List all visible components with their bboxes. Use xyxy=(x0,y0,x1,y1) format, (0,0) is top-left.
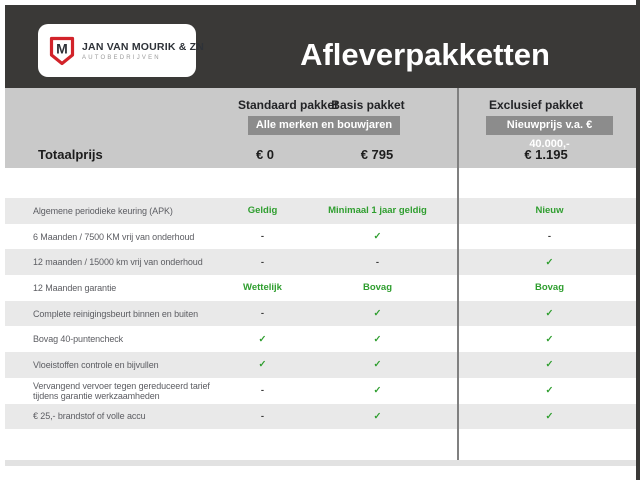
cell-basis: ✓ xyxy=(373,231,382,243)
dealer-subtitle: AUTOBEDRIJVEN xyxy=(82,54,161,61)
dealer-logo xyxy=(38,24,205,77)
logo-monogram: M xyxy=(56,40,68,56)
cell-standaard: Wettelijk xyxy=(243,282,282,294)
table-row xyxy=(5,352,636,378)
cell-exclusief: ✓ xyxy=(545,256,554,268)
logo-text xyxy=(82,41,204,61)
feature-label: Vloeistoffen controle en bijvullen xyxy=(33,359,159,370)
cell-standaard: - xyxy=(260,231,265,243)
page-title: Afleverpakketten xyxy=(300,37,550,72)
cell-standaard: - xyxy=(260,256,265,268)
totals-label: Totaalprijs xyxy=(38,147,103,162)
right-edge-strip xyxy=(636,0,640,480)
table-row xyxy=(5,224,636,250)
table-row xyxy=(5,275,636,301)
feature-label: Bovag 40-puntencheck xyxy=(33,334,124,345)
feature-label: Algemene periodieke keuring (APK) xyxy=(33,205,173,216)
cell-basis: ✓ xyxy=(373,308,382,320)
cell-standaard: - xyxy=(260,385,265,397)
shield-m-icon xyxy=(49,36,75,66)
badge-alle-merken: Alle merken en bouwjaren xyxy=(248,116,400,135)
cell-standaard: ✓ xyxy=(258,333,267,345)
cell-exclusief: ✓ xyxy=(545,308,554,320)
column-header-basis: Basis pakket xyxy=(331,98,405,112)
cell-basis: - xyxy=(375,256,380,268)
total-price-exclusief: € 1.195 xyxy=(524,147,568,162)
package-header-band xyxy=(5,88,636,168)
cell-basis: Bovag xyxy=(362,282,393,294)
feature-table xyxy=(5,198,636,429)
cell-basis: ✓ xyxy=(373,410,382,422)
cell-exclusief: - xyxy=(547,231,552,243)
table-row xyxy=(5,249,636,275)
table-row xyxy=(5,404,636,430)
header-bar xyxy=(5,5,636,88)
total-price-standaard: € 0 xyxy=(255,147,275,162)
cell-exclusief: ✓ xyxy=(545,359,554,371)
cell-exclusief: ✓ xyxy=(545,333,554,345)
feature-label: 6 Maanden / 7500 KM vrij van onderhoud xyxy=(33,231,195,242)
cell-basis: ✓ xyxy=(373,385,382,397)
feature-label: 12 maanden / 15000 km vrij van onderhoud xyxy=(33,257,203,268)
feature-label: Vervangend vervoer tegen gereduceerd tarief tijdens garantie werkzaamheden xyxy=(33,380,210,401)
feature-label: 12 Maanden garantie xyxy=(33,282,117,293)
feature-label: Complete reinigingsbeurt binnen en buiten xyxy=(33,308,199,319)
cell-standaard: Geldig xyxy=(247,205,278,217)
column-header-exclusief: Exclusief pakket xyxy=(488,98,584,112)
cell-exclusief: Nieuw xyxy=(535,205,564,217)
bottom-bar xyxy=(5,460,636,466)
cell-exclusief: ✓ xyxy=(545,385,554,397)
cell-exclusief: ✓ xyxy=(545,410,554,422)
table-row xyxy=(5,326,636,352)
feature-label: € 25,- brandstof of volle accu xyxy=(33,411,146,422)
total-price-basis: € 795 xyxy=(360,147,394,162)
column-divider-line xyxy=(457,88,459,460)
cell-standaard: ✓ xyxy=(258,359,267,371)
cell-exclusief: Bovag xyxy=(534,282,565,294)
table-row xyxy=(5,198,636,224)
column-header-standaard: Standaard pakket xyxy=(237,98,339,112)
cell-standaard: - xyxy=(260,410,265,422)
badge-nieuwprijs: Nieuwprijs v.a. € 40.000,- xyxy=(486,116,613,135)
dealer-name: JAN VAN MOURIK & ZN xyxy=(82,40,205,53)
cell-standaard: - xyxy=(260,308,265,320)
table-row xyxy=(5,378,636,404)
cell-basis: ✓ xyxy=(373,359,382,371)
table-row xyxy=(5,301,636,327)
cell-basis: ✓ xyxy=(373,333,382,345)
cell-basis: Minimaal 1 jaar geldig xyxy=(328,205,427,217)
